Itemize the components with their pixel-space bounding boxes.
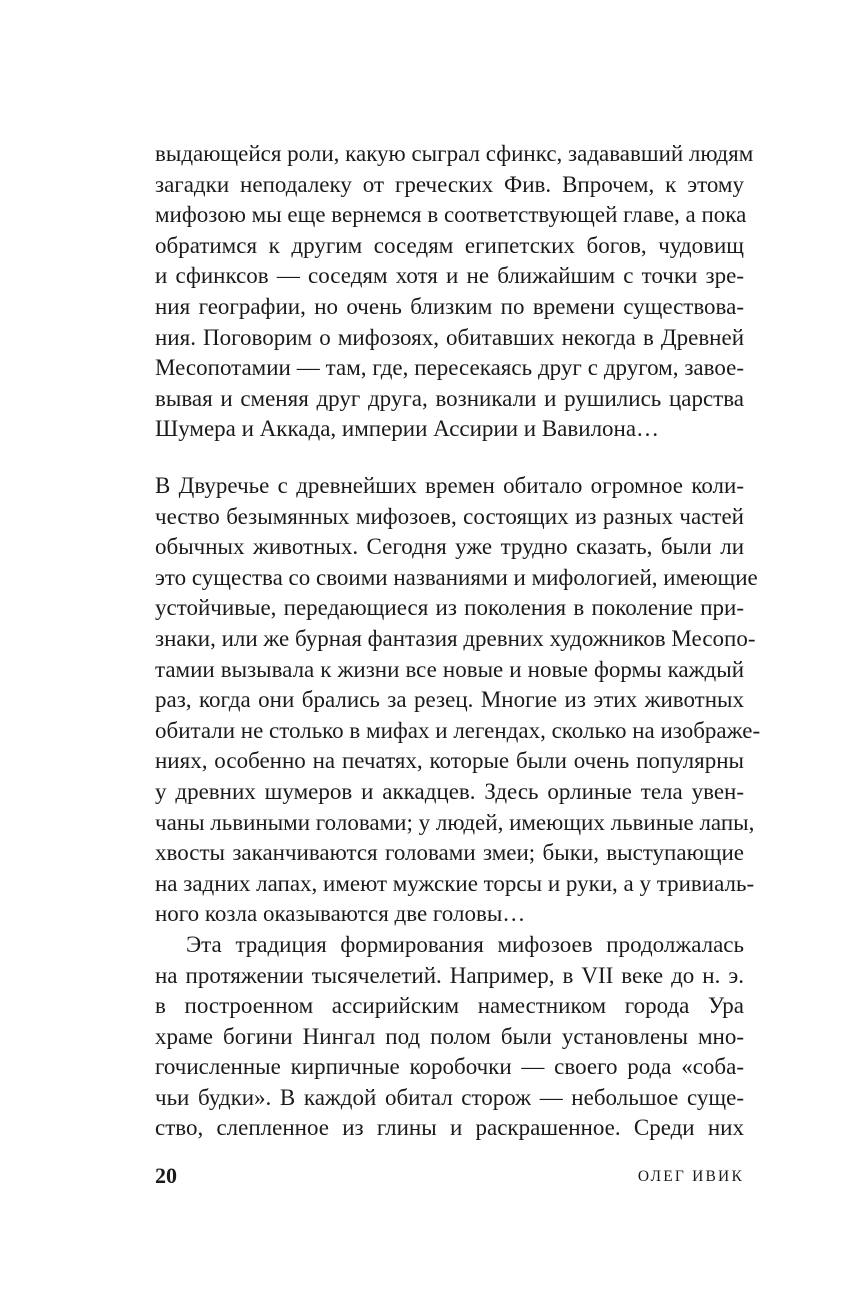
text-line: это существа со своими названиями и мифологией, имеющие [155,564,758,590]
text-line: Шумера и Аккада, империи Ассирии и Вавилона… [155,416,660,442]
text-line: и сфинксов — соседям хотя и не ближайшим с точки зре- [155,263,744,289]
text-line: хвосты заканчиваются головами змеи; быки, выступающие [155,840,744,866]
text-line: на задних лапах, имеют мужские торсы и руки, а у тривиаль- [155,870,755,896]
text-line: чество безымянных мифозоев, состоящих из разных частей [155,503,744,529]
text-line: В Двуречье с древнейших времен обитало огромное коли- [155,473,744,498]
paragraph-1 [155,139,754,445]
text-line: храме богини Нингал под полом были установлены мно- [155,1023,744,1049]
text-line: тамии вызывала к жизни все новые и новые формы каждый [155,656,744,682]
text-line: загадки неподалеку от греческих Фив. Впрочем, к этому [155,171,744,197]
text-line: раз, когда они брались за резец. Многие из этих животных [155,687,744,713]
text-line: у древних шумеров и аккадцев. Здесь орлиные тела увен- [155,778,744,804]
text-line: ниях, особенно на печатях, которые были очень популярны [155,748,744,774]
text-line: обитали не столько в мифах и легендах, сколько на изображе- [155,717,761,743]
text-line: ния. Поговорим о мифозоях, обитавших некогда в Древней [155,324,744,350]
text-line: мифозою мы еще вернемся в соответствующей главе, а пока [155,202,747,228]
paragraph-2 [155,471,761,1144]
text-line: выдающейся роли, какую сыграл сфинкс, задававший людям [155,141,754,166]
text-line: ного козла оказываются две головы… [155,901,526,927]
text-line: чаны львиными головами; у людей, имеющих львиные лапы, [155,809,755,835]
page-number: 20 [155,1163,177,1188]
text-line: Месопотамии — там, где, пересекаясь друг с другом, завое- [155,355,744,381]
text-line: вывая и сменяя друг друга, возникали и рушились царства [155,385,744,411]
text-line: устойчивые, передающиеся из поколения в поколение при- [155,595,744,621]
text-line: знаки, или же бурная фантазия древних художников Месопо- [155,625,756,651]
text-line: обычных животных. Сегодня уже трудно сказать, были ли [155,534,744,560]
text-line: Эта традиция формирования мифозоев продолжалась [186,931,744,957]
text-line: на протяжении тысячелетий. Например, в VII веке до н. э. [155,962,744,988]
text-line: чьи будки». В каждой обитал сторож — небольшое суще- [155,1084,744,1110]
text-line: ство, слепленное из глины и раскрашенное. Среди них [155,1115,744,1141]
text-line: гочисленные кирпичные коробочки — своего рода «соба- [155,1054,744,1080]
text-line: обратимся к другим соседям египетских богов, чудовищ [155,232,744,258]
text-line: в построенном ассирийским наместником города Ура [155,993,744,1019]
running-footer-author: ОЛЕГ ИВИК [637,1168,744,1185]
text-line: ния географии, но очень близким по времени существова- [155,293,744,319]
